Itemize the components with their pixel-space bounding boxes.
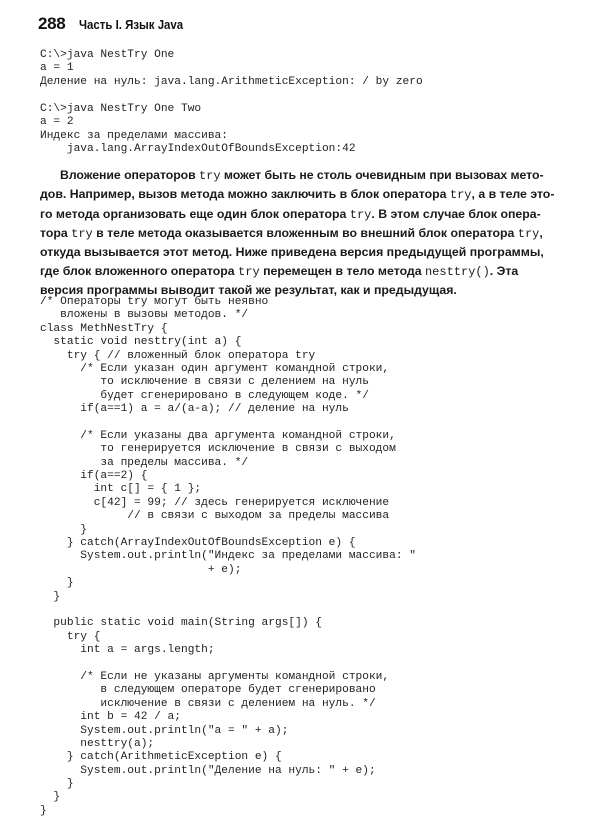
code-line: c[42] = 99; // здесь генерируется исключение bbox=[40, 496, 390, 509]
page-number: 288 bbox=[38, 14, 66, 33]
code-line: System.out.println("Индекс за пределами массива: " bbox=[40, 550, 416, 563]
code-line: static void nesttry(int a) { bbox=[40, 336, 242, 349]
code-line: if(a==2) { bbox=[40, 470, 148, 483]
code-line: /* Если указан один аргумент командной строки, bbox=[40, 362, 390, 375]
code-line: a = 2 bbox=[40, 116, 74, 129]
code-line: исключение в связи с делением на нуль. */ bbox=[40, 697, 376, 710]
code-line: } catch(ArithmeticException e) { bbox=[40, 751, 282, 764]
code-line: вложены в вызовы методов. */ bbox=[40, 309, 249, 322]
code-line: try { // вложенный блок оператора try bbox=[40, 349, 316, 362]
paragraph-line: откуда вызывается этот метод. Ниже приведена версия предыдущей программы, bbox=[40, 245, 544, 260]
paragraph-line: дов. Например, вызов метода можно заключить в блок оператора try, а в теле это- bbox=[40, 187, 555, 203]
code-line: int b = 42 / a; bbox=[40, 711, 181, 724]
paragraph-line: где блок вложенного оператора try перемещен в тело метода nesttry(). Эта bbox=[40, 263, 519, 279]
code-line: class MethNestTry { bbox=[40, 322, 168, 335]
code-line: } catch(ArrayIndexOutOfBoundsException e) { bbox=[40, 537, 356, 550]
code-line: в следующем операторе будет сгенерировано bbox=[40, 684, 376, 697]
code-line: C:\>java NestTry One Two bbox=[40, 103, 202, 115]
code-line: /* Если указаны два аргумента командной строки, bbox=[40, 429, 396, 442]
paragraph-line: тора try в теле метода оказывается вложенным во внешний блок оператора try, bbox=[40, 226, 543, 242]
code-line: /* Если не указаны аргументы командной строки, bbox=[40, 670, 390, 683]
code-line: то исключение в связи с делением на нуль bbox=[40, 376, 369, 389]
code-line: a = 1 bbox=[40, 62, 74, 75]
paragraph-line: версия программы выводит такой же результат, как и предыдущая. bbox=[40, 283, 457, 298]
page-header bbox=[38, 14, 198, 34]
code-line: } bbox=[40, 523, 87, 536]
code-line: } bbox=[40, 791, 61, 804]
code-line bbox=[40, 604, 416, 617]
code-line: } bbox=[40, 778, 74, 791]
code-line: if(a==1) a = a/(a-a); // деление на нуль bbox=[40, 403, 349, 416]
code-line: /* Операторы try могут быть неявно bbox=[40, 296, 269, 308]
code-line: int c[] = { 1 }; bbox=[40, 483, 202, 496]
body-paragraph bbox=[40, 166, 564, 299]
paragraph-line: Вложение операторов try может быть не столь очевидным при вызовах мето- bbox=[60, 168, 544, 183]
code-line: } bbox=[40, 590, 61, 603]
code-line: try { bbox=[40, 630, 101, 643]
code-line: то генерируется исключение в связи с выходом bbox=[40, 443, 396, 456]
paragraph-line: го метода организовать еще один блок оператора try. В этом случае блок опера- bbox=[40, 206, 541, 222]
code-line: // в связи с выходом за пределы массива bbox=[40, 510, 390, 523]
code-line: System.out.println("a = " + a); bbox=[40, 724, 289, 737]
code-line: Индекс за пределами массива: bbox=[40, 129, 228, 142]
code-line: за пределы массива. */ bbox=[40, 456, 249, 469]
code-line: } bbox=[40, 577, 74, 590]
code-line: System.out.println("Деление на нуль: " + e); bbox=[40, 764, 376, 777]
code-line: C:\>java NestTry One bbox=[40, 49, 175, 61]
code-line: java.lang.ArrayIndexOutOfBoundsException:42 bbox=[40, 143, 356, 156]
code-line bbox=[40, 417, 416, 430]
code-line: + e); bbox=[40, 563, 242, 576]
code-line: nesttry(a); bbox=[40, 737, 155, 750]
code-line: Деление на нуль: java.lang.ArithmeticException: / by zero bbox=[40, 75, 423, 88]
console-output-2 bbox=[40, 103, 356, 157]
code-line bbox=[40, 658, 416, 671]
program-listing bbox=[40, 296, 416, 818]
code-line: int a = args.length; bbox=[40, 644, 215, 657]
code-line: } bbox=[40, 804, 47, 817]
code-line: public static void main(String args[]) { bbox=[40, 617, 322, 630]
console-output-1 bbox=[40, 49, 423, 89]
running-head: Часть I. Язык Java bbox=[79, 17, 184, 32]
code-line: будет сгенерировано в следующем коде. */ bbox=[40, 389, 369, 402]
